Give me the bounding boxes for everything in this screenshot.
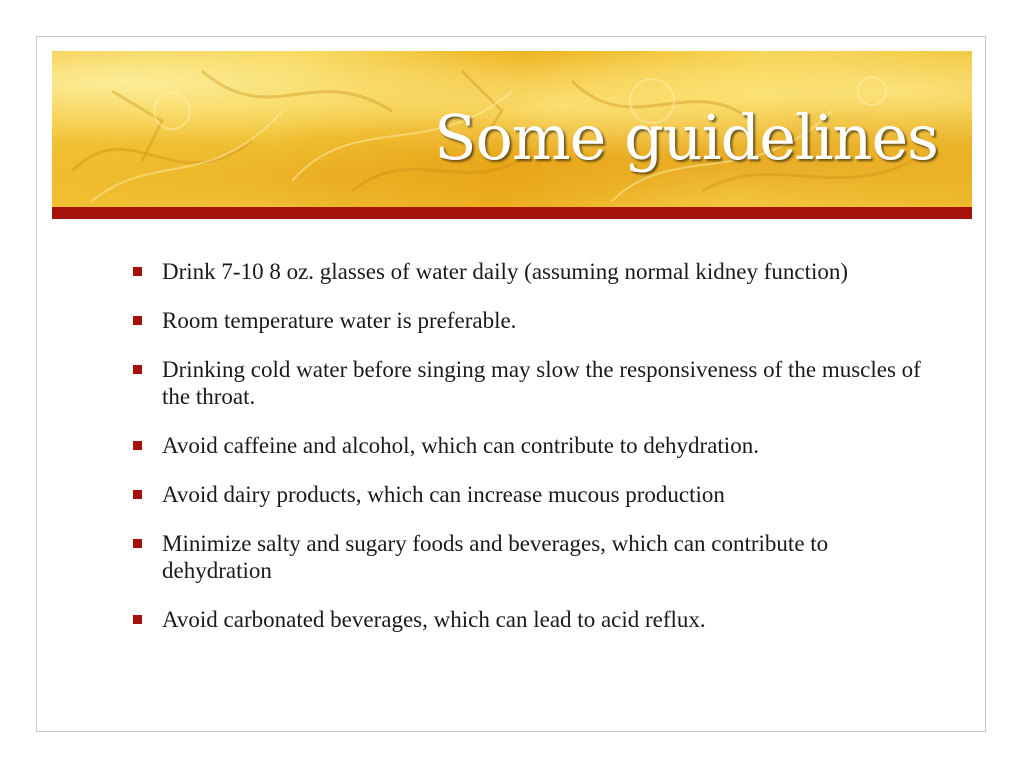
bullet-item [131, 258, 931, 285]
title-underline-bar [52, 207, 972, 219]
bullet-text: Minimize salty and sugary foods and beverages, which can contribute to dehydration [162, 531, 829, 583]
bullet-list [131, 258, 931, 655]
bullet-text: Room temperature water is preferable. [162, 308, 517, 333]
square-bullet-icon [133, 539, 142, 548]
square-bullet-icon [133, 267, 142, 276]
square-bullet-icon [133, 490, 142, 499]
bullet-text: Drinking cold water before singing may slow the responsiveness of the muscles of the throat. [162, 357, 921, 409]
bullet-item [131, 356, 931, 410]
title-banner [52, 51, 972, 207]
bullet-item [131, 606, 931, 633]
bullet-text: Avoid caffeine and alcohol, which can contribute to dehydration. [162, 433, 759, 458]
bullet-item [131, 432, 931, 459]
bullet-text: Drink 7-10 8 oz. glasses of water daily (assuming normal kidney function) [162, 259, 849, 284]
bullet-text: Avoid dairy products, which can increase mucous production [162, 482, 725, 507]
square-bullet-icon [133, 615, 142, 624]
bullet-item [131, 481, 931, 508]
slide-title: Some guidelines [434, 101, 938, 174]
bullet-text: Avoid carbonated beverages, which can lead to acid reflux. [162, 607, 706, 632]
bullet-item [131, 307, 931, 334]
square-bullet-icon [133, 316, 142, 325]
bullet-item [131, 530, 931, 584]
square-bullet-icon [133, 441, 142, 450]
square-bullet-icon [133, 365, 142, 374]
